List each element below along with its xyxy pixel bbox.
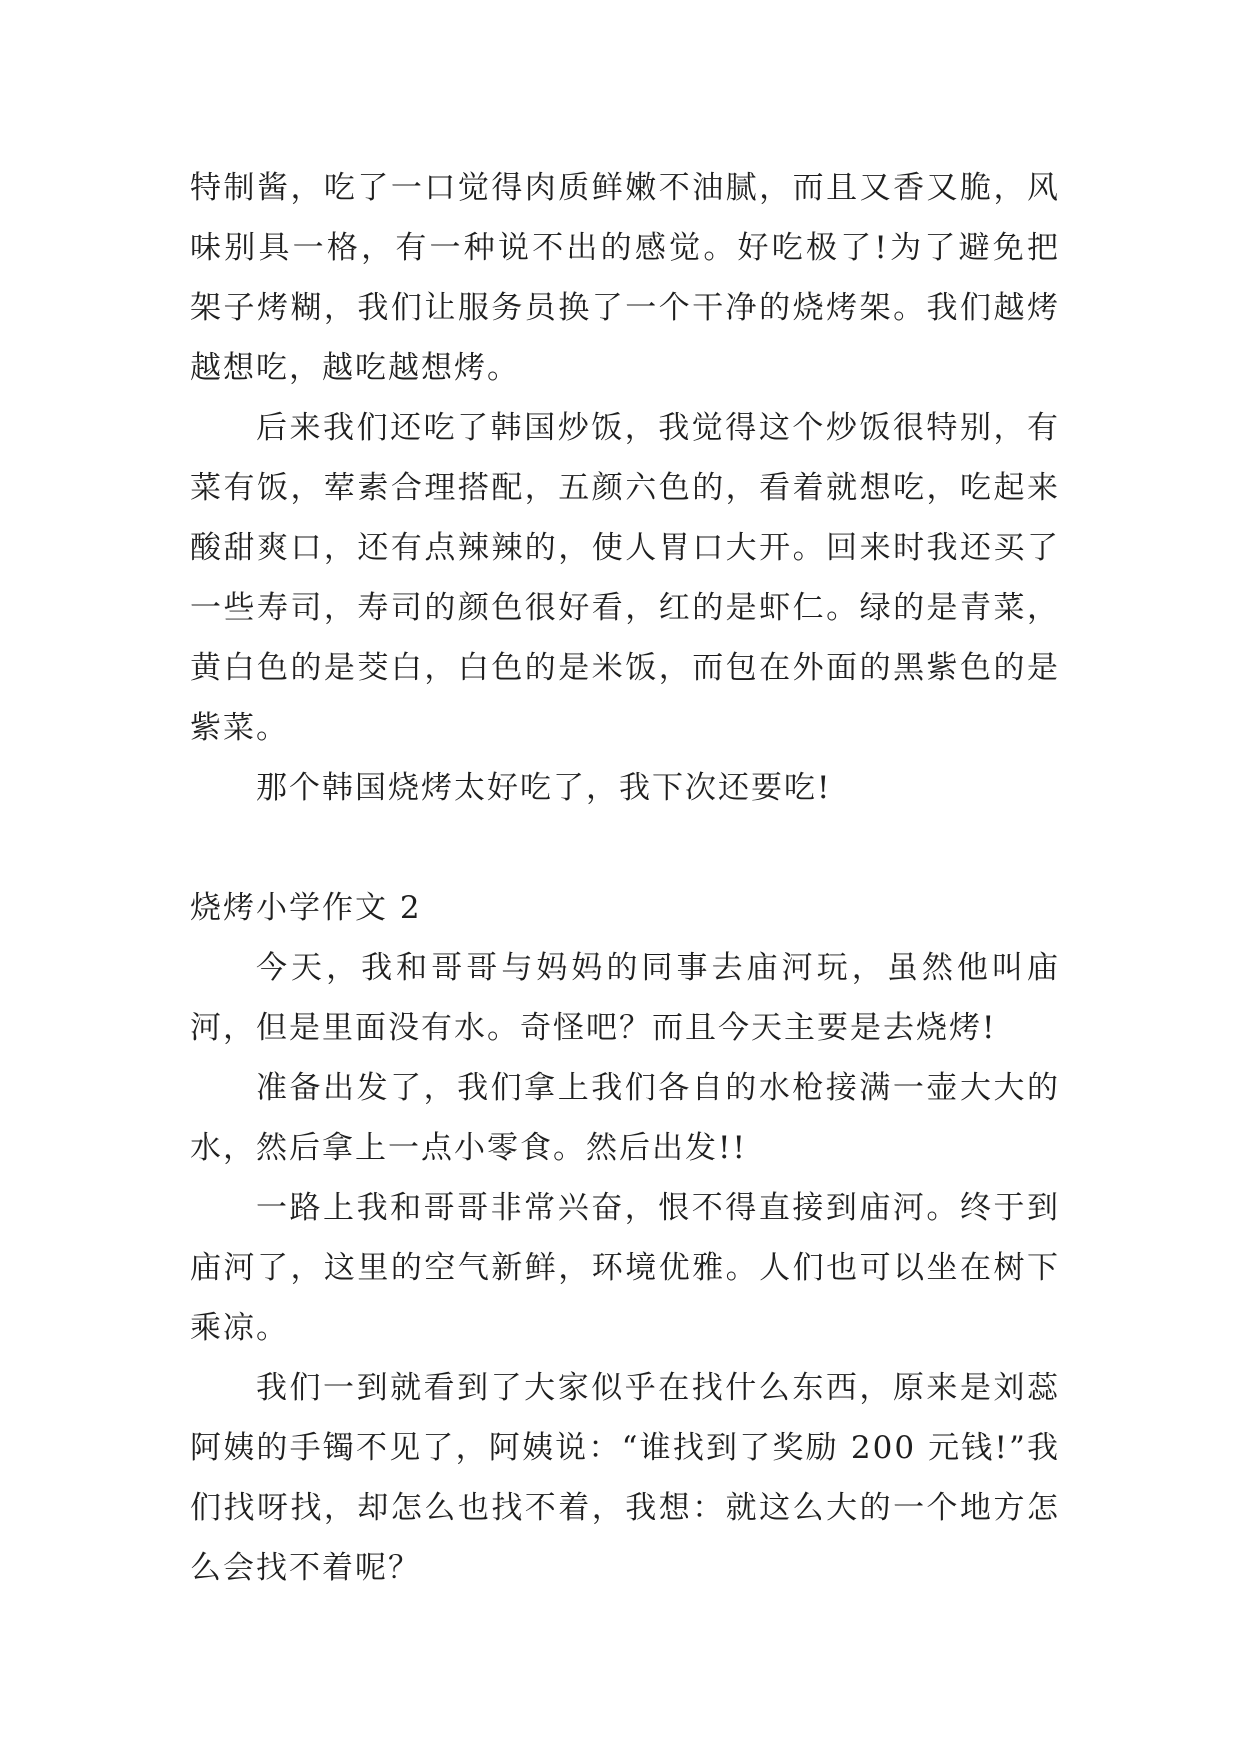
document-body — [190, 158, 1060, 1598]
paragraph-preparation: 准备出发了，我们拿上我们各自的水枪接满一壶大大的水，然后拿上一点小零食。然后出发!! — [190, 1070, 1060, 1166]
paragraph-fried-rice-sushi: 后来我们还吃了韩国炒饭，我觉得这个炒饭很特别，有菜有饭，荤素合理搭配，五颜六色的，看着就想吃，吃起来酸甜爽口，还有点辣辣的，使人胃口大开。回来时我还买了一些寿司，寿司的颜色很好看，红的是虾仁。绿的是青菜，黄白色的是茭白，白色的是米饭，而包在外面的黑紫色的是紫菜。 — [190, 410, 1060, 746]
paragraph-intro: 今天，我和哥哥与妈妈的同事去庙河玩，虽然他叫庙河，但是里面没有水。奇怪吧？而且今天主要是去烧烤! — [190, 950, 1060, 1046]
paragraph-journey: 一路上我和哥哥非常兴奋，恨不得直接到庙河。终于到庙河了，这里的空气新鲜，环境优雅。人们也可以坐在树下乘凉。 — [190, 1190, 1060, 1346]
paragraph-bracelet-search: 我们一到就看到了大家似乎在找什么东西，原来是刘蕊阿姨的手镯不见了，阿姨说：“谁找到了奖励 200 元钱!”我们找呀找，却怎么也找不着，我想：就这么大的一个地方怎么会找不着呢？ — [190, 1370, 1060, 1586]
essay-title: 烧烤小学作文 2 — [190, 890, 422, 926]
paragraph-conclusion: 那个韩国烧烤太好吃了，我下次还要吃! — [256, 770, 832, 806]
paragraph-continuation: 特制酱，吃了一口觉得肉质鲜嫩不油腻，而且又香又脆，风味别具一格，有一种说不出的感觉。好吃极了!为了避免把架子烤糊，我们让服务员换了一个干净的烧烤架。我们越烤越想吃，越吃越想烤。 — [190, 170, 1060, 386]
